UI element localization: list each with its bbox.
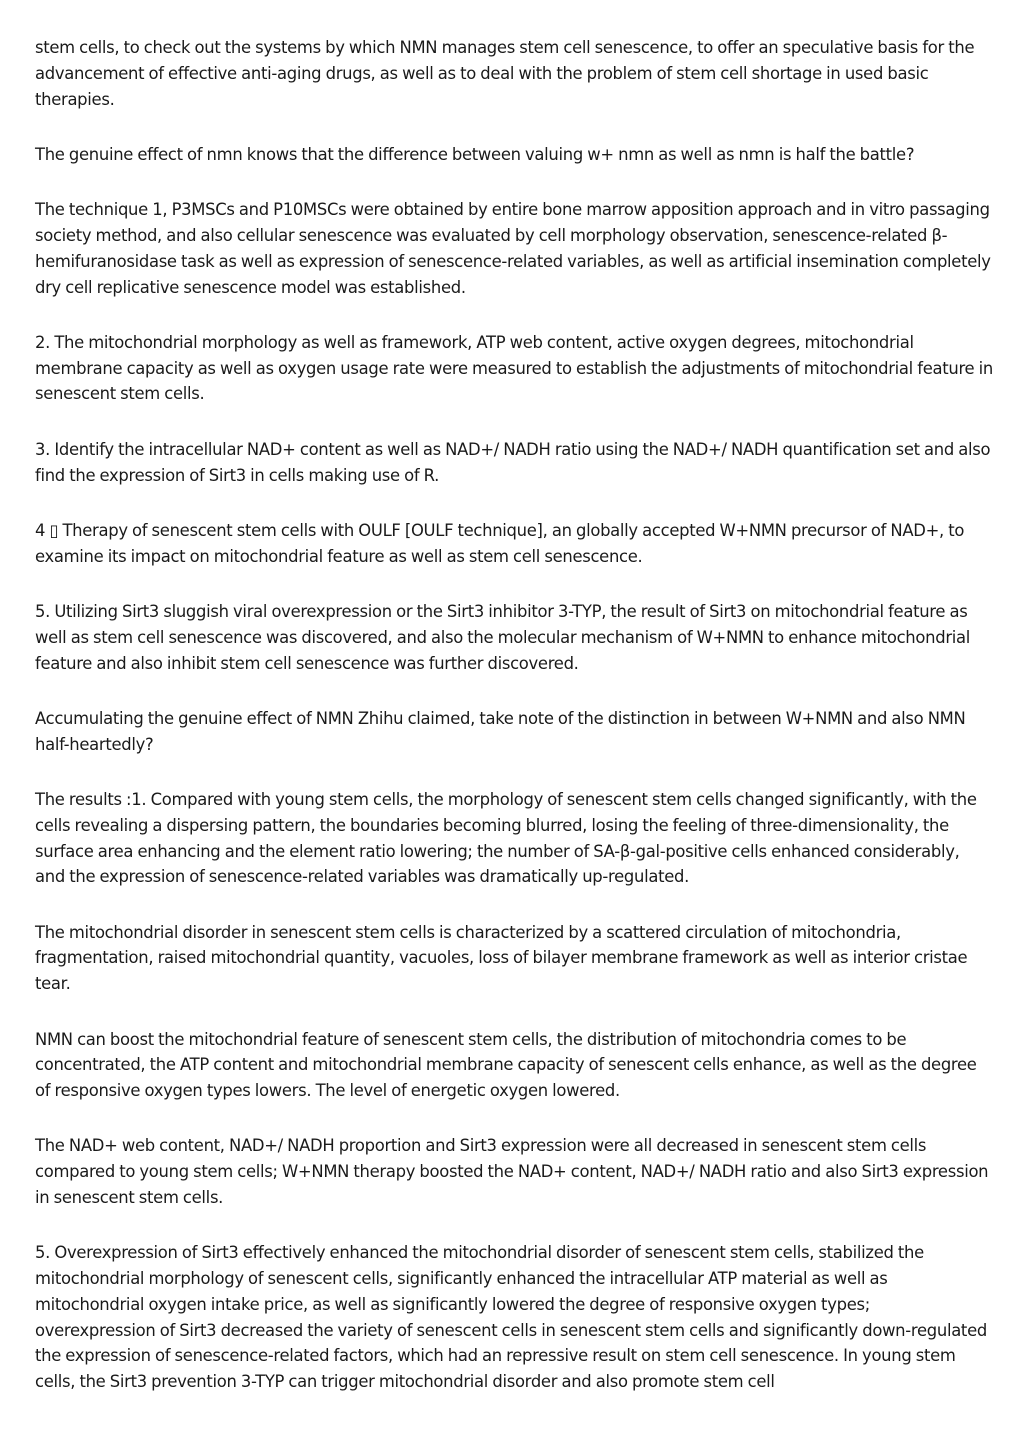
paragraph-technique-3: 3. Identify the intracellular NAD+ content as well as NAD+/ NADH ratio using the NAD+/ NADH quantification set and also find the expression of Sirt3 in cells making use of R. xyxy=(35,439,991,485)
paragraph-results-nmn-boost: NMN can boost the mitochondrial feature of senescent stem cells, the distribution of mitochondria comes to be concentrated, the ATP content and mitochondrial membrane capacity of senescent cells enhance, as well as the degree of responsive oxygen types lowers. The level of energetic oxygen lowered. xyxy=(35,1029,977,1101)
paragraph-technique-2: 2. The mitochondrial morphology as well as framework, ATP web content, active oxygen degrees, mitochondrial membrane capacity as well as oxygen usage rate were measured to establish the adjustments of mitochondrial feature in senescent stem cells. xyxy=(35,332,993,404)
paragraph-results-5: 5. Overexpression of Sirt3 effectively enhanced the mitochondrial disorder of senescent stem cells, stabilized the mitochondrial morphology of senescent cells, significantly enhanced the intracellular ATP material as well as mitochondrial oxygen intake price, as well as significantly lowered the degree of responsive oxygen types; overexpression of Sirt3 decreased the variety of senescent cells in senescent stem cells and significantly down-regulated the expression of senescence-related factors, which had an repressive result on stem cell senescence. In young stem cells, the Sirt3 prevention 3-TYP can trigger mitochondrial disorder and also promote stem cell xyxy=(35,1243,987,1392)
paragraph-technique-4: 4 ▯ Therapy of senescent stem cells with OULF [OULF technique], an globally accepted W+NMN precursor of NAD+, to examine its impact on mitochondrial feature as well as stem cell senescence. xyxy=(35,520,965,566)
paragraph-results-nad-content: The NAD+ web content, NAD+/ NADH proportion and Sirt3 expression were all decreased in senescent stem cells compared to young stem cells; W+NMN therapy boosted the NAD+ content, NAD+/ NADH ratio and also Sirt3 expression in senescent stem cells. xyxy=(35,1136,989,1207)
paragraph-results-mitochondrial-disorder: The mitochondrial disorder in senescent stem cells is characterized by a scattered circulation of mitochondria, fragmentation, raised mitochondrial quantity, vacuoles, loss of bilayer membrane framework as well as interior cristae tear. xyxy=(35,922,968,994)
paragraph-intro-continued: stem cells, to check out the systems by which NMN manages stem cell senescence, to offer an speculative basis for the advancement of effective anti-aging drugs, as well as to deal with the problem of stem cell shortage in used basic therapies. xyxy=(35,38,975,109)
paragraph-technique-5: 5. Utilizing Sirt3 sluggish viral overexpression or the Sirt3 inhibitor 3-TYP, the result of Sirt3 on mitochondrial feature as well as stem cell senescence was discovered, and also the molecular mechanism of W+NMN to enhance mitochondrial feature and also inhibit stem cell senescence was further discovered. xyxy=(35,601,971,673)
paragraph-results-1: The results :1. Compared with young stem cells, the morphology of senescent stem cells changed significantly, with the cells revealing a dispersing pattern, the boundaries becoming blurred, losing the feeling of three-dimensionality, the surface area enhancing and the element ratio lowering; the number of SA-β-gal-positive cells enhanced considerably, and the expression of senescence-related variables was dramatically up-regulated. xyxy=(35,789,977,887)
paragraph-genuine-effect-question: The genuine effect of nmn knows that the difference between valuing w+ nmn as well as nmn is half the battle? xyxy=(35,144,915,164)
document-body xyxy=(35,35,993,1425)
paragraph-technique-1: The technique 1, P3MSCs and P10MSCs were obtained by entire bone marrow apposition approach and in vitro passaging society method, and also cellular senescence was evaluated by cell morphology observation, senescence-related β-hemifuranosidase task as well as expression of senescence-related variables, as well as artificial insemination completely dry cell replicative senescence model was established. xyxy=(35,200,991,297)
paragraph-zhihu-question: Accumulating the genuine effect of NMN Zhihu claimed, take note of the distinction in between W+NMN and also NMN half-heartedly? xyxy=(35,708,966,754)
